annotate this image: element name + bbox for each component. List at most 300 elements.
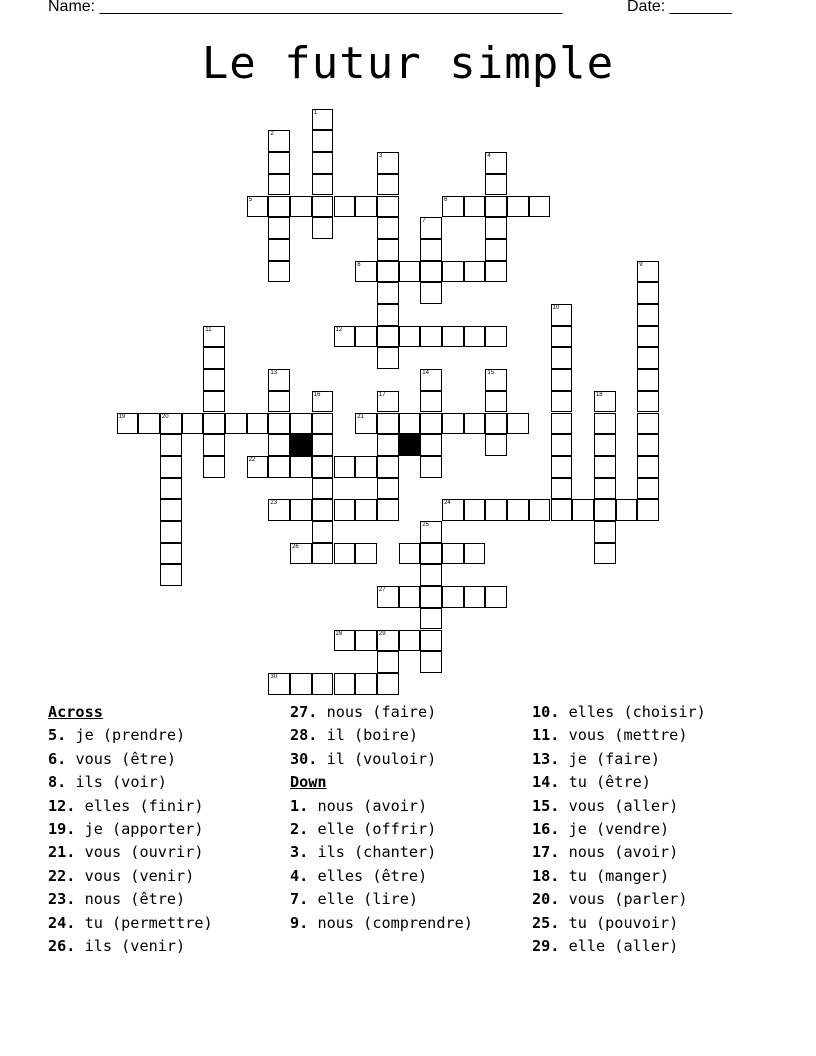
cell-number: 14	[422, 370, 429, 377]
grid-cell[interactable]	[312, 109, 334, 131]
grid-cell[interactable]	[637, 499, 659, 521]
clue-text: nous (faire)	[326, 703, 437, 721]
across-clue	[48, 912, 278, 935]
down-heading: Down	[290, 773, 327, 792]
grid-cell[interactable]	[377, 391, 399, 413]
down-clue	[532, 771, 792, 794]
grid-cell[interactable]	[268, 196, 290, 218]
grid-cell[interactable]	[420, 564, 442, 586]
clue-number: 21.	[48, 843, 76, 862]
clue-number: 3.	[290, 843, 309, 862]
clue-text: vous (mettre)	[568, 726, 688, 745]
clue-number: 30.	[290, 749, 318, 768]
cell-number: 11	[205, 326, 212, 333]
grid-cell[interactable]	[377, 304, 399, 326]
grid-cell[interactable]	[203, 456, 225, 478]
clue-number: 29.	[532, 936, 560, 955]
clue-number: 9.	[290, 913, 309, 932]
grid-cell[interactable]	[594, 543, 616, 565]
grid-cell[interactable]	[420, 608, 442, 630]
grid-cell[interactable]	[551, 478, 573, 500]
grid-cell[interactable]	[377, 326, 399, 348]
clue-number: 14.	[532, 773, 560, 792]
grid-cell[interactable]	[377, 630, 399, 652]
cell-number: 16	[313, 391, 321, 398]
clues-column-1	[48, 701, 278, 958]
grid-cell[interactable]	[637, 413, 659, 435]
cell-number: 21	[357, 413, 364, 420]
down-clue	[290, 795, 520, 818]
grid-cell[interactable]	[312, 456, 334, 478]
grid-cell[interactable]	[399, 413, 421, 435]
grid-cell[interactable]	[377, 174, 399, 196]
clue-text: nous (avoir)	[317, 796, 428, 815]
clue-number: 23.	[48, 890, 76, 909]
across-clue	[48, 888, 278, 911]
grid-cell[interactable]	[355, 543, 377, 565]
grid-cell[interactable]	[203, 391, 225, 413]
grid-cell[interactable]	[268, 499, 290, 521]
grid-cell[interactable]	[377, 586, 399, 608]
down-clue	[532, 912, 792, 935]
grid-cell[interactable]	[420, 239, 442, 261]
clue-text: elles (choisir)	[568, 703, 706, 721]
grid-cell[interactable]	[290, 543, 312, 565]
grid-cell[interactable]	[334, 326, 356, 348]
grid-cell[interactable]	[268, 456, 290, 478]
grid-cell[interactable]	[268, 239, 290, 261]
across-clue	[48, 865, 278, 888]
grid-cell[interactable]	[290, 413, 312, 435]
cell-number: 4	[487, 153, 491, 160]
across-clue	[48, 841, 278, 864]
grid-cell[interactable]	[485, 586, 507, 608]
grid-cell[interactable]	[334, 196, 356, 218]
clue-text: ils (chanter)	[317, 843, 437, 862]
cell-number: 2	[270, 131, 274, 138]
grid-cell[interactable]	[377, 413, 399, 435]
grid-cell[interactable]	[637, 304, 659, 326]
grid-cell[interactable]	[551, 326, 573, 348]
across-clue	[290, 748, 520, 771]
grid-cell[interactable]	[377, 152, 399, 174]
clue-number: 25.	[532, 913, 560, 932]
grid-cell[interactable]	[334, 499, 356, 521]
grid-cell[interactable]	[355, 196, 377, 218]
clue-number: 1.	[290, 796, 309, 815]
grid-cell[interactable]	[420, 543, 442, 565]
grid-cell[interactable]	[377, 347, 399, 369]
grid-cell[interactable]	[312, 673, 334, 695]
cell-number: 26	[292, 543, 299, 550]
cell-number: 12	[335, 326, 343, 333]
black-square	[290, 434, 312, 456]
cell-number: 19	[118, 413, 126, 420]
grid-cell[interactable]	[355, 326, 377, 348]
clue-number: 24.	[48, 913, 76, 932]
clue-number: 5.	[48, 726, 67, 745]
grid-cell[interactable]	[485, 239, 507, 261]
cell-number: 27	[378, 587, 386, 594]
grid-cell[interactable]	[355, 456, 377, 478]
cell-number: 7	[422, 218, 426, 225]
grid-cell[interactable]	[312, 217, 334, 239]
grid-cell[interactable]	[117, 413, 139, 435]
grid-cell[interactable]	[290, 196, 312, 218]
grid-cell[interactable]	[485, 174, 507, 196]
grid-cell[interactable]	[268, 391, 290, 413]
grid-cell[interactable]	[464, 326, 486, 348]
clue-text: il (boire)	[326, 726, 419, 745]
grid-cell[interactable]	[594, 391, 616, 413]
cell-number: 28	[335, 630, 343, 637]
clue-text: nous (comprendre)	[317, 913, 473, 932]
clue-number: 6.	[48, 749, 67, 768]
grid-cell[interactable]	[399, 543, 421, 565]
clue-number: 22.	[48, 866, 76, 885]
grid-cell[interactable]	[529, 196, 551, 218]
clue-number: 19.	[48, 819, 76, 838]
clue-number: 13.	[532, 749, 560, 768]
clue-text: tu (être)	[568, 773, 651, 792]
cell-number: 1	[313, 109, 318, 116]
grid-cell[interactable]	[420, 521, 442, 543]
grid-cell[interactable]	[637, 261, 659, 283]
grid-cell[interactable]	[442, 499, 464, 521]
down-clue	[532, 724, 792, 747]
grid-cell[interactable]	[637, 434, 659, 456]
grid-cell[interactable]	[160, 564, 182, 586]
across-clue	[48, 818, 278, 841]
grid-cell[interactable]	[420, 586, 442, 608]
clue-text: tu (permettre)	[84, 913, 213, 932]
grid-cell[interactable]	[355, 413, 377, 435]
grid-cell[interactable]	[507, 196, 529, 218]
grid-cell[interactable]	[464, 499, 486, 521]
grid-cell[interactable]	[442, 413, 464, 435]
grid-cell[interactable]	[312, 152, 334, 174]
grid-cell[interactable]	[420, 651, 442, 673]
grid-cell[interactable]	[485, 196, 507, 218]
grid-cell[interactable]	[637, 347, 659, 369]
grid-cell[interactable]	[312, 174, 334, 196]
grid-cell[interactable]	[399, 261, 421, 283]
grid-cell[interactable]	[485, 391, 507, 413]
grid-cell[interactable]	[268, 152, 290, 174]
grid-cell[interactable]	[420, 630, 442, 652]
grid-cell[interactable]	[637, 282, 659, 304]
grid-cell[interactable]	[420, 217, 442, 239]
clue-text: elle (aller)	[568, 936, 679, 955]
grid-cell[interactable]	[312, 413, 334, 435]
cell-number: 22	[248, 456, 256, 463]
grid-cell[interactable]	[312, 196, 334, 218]
across-clue	[48, 795, 278, 818]
grid-cell[interactable]	[637, 326, 659, 348]
down-clue	[532, 818, 792, 841]
grid-cell[interactable]	[594, 456, 616, 478]
cell-number: 17	[378, 391, 386, 398]
down-clue	[532, 701, 792, 724]
grid-cell[interactable]	[268, 434, 290, 456]
cell-number: 18	[595, 391, 603, 398]
grid-cell[interactable]	[551, 434, 573, 456]
grid-cell[interactable]	[420, 391, 442, 413]
down-clue	[532, 865, 792, 888]
grid-cell[interactable]	[377, 478, 399, 500]
date-field-label[interactable]: Date: _______	[627, 0, 732, 15]
grid-cell[interactable]	[334, 456, 356, 478]
grid-cell[interactable]	[637, 456, 659, 478]
grid-cell[interactable]	[485, 434, 507, 456]
grid-cell[interactable]	[268, 217, 290, 239]
grid-cell[interactable]	[594, 413, 616, 435]
grid-cell[interactable]	[203, 369, 225, 391]
grid-cell[interactable]	[225, 413, 247, 435]
cell-number: 20	[161, 413, 169, 420]
grid-cell[interactable]	[551, 391, 573, 413]
grid-cell[interactable]	[594, 499, 616, 521]
cell-number: 29	[378, 630, 386, 637]
clue-number: 4.	[290, 866, 309, 885]
clues-column-3	[532, 701, 792, 958]
grid-cell[interactable]	[399, 630, 421, 652]
clue-number: 2.	[290, 819, 309, 838]
cell-number: 9	[639, 261, 643, 268]
grid-cell[interactable]	[312, 521, 334, 543]
grid-cell[interactable]	[312, 130, 334, 152]
grid-cell[interactable]	[464, 543, 486, 565]
clue-number: 27.	[290, 703, 318, 721]
cell-number: 15	[487, 370, 495, 377]
grid-cell[interactable]	[485, 413, 507, 435]
grid-cell[interactable]	[442, 543, 464, 565]
clue-number: 17.	[532, 843, 560, 862]
clue-text: tu (pouvoir)	[568, 913, 679, 932]
grid-cell[interactable]	[485, 499, 507, 521]
clue-text: nous (avoir)	[568, 843, 679, 862]
clue-text: je (vendre)	[568, 819, 670, 838]
grid-cell[interactable]	[485, 369, 507, 391]
grid-cell[interactable]	[312, 391, 334, 413]
grid-cell[interactable]	[290, 673, 312, 695]
grid-cell[interactable]	[268, 413, 290, 435]
down-clue	[532, 795, 792, 818]
grid-cell[interactable]	[637, 369, 659, 391]
grid-cell[interactable]	[268, 261, 290, 283]
grid-cell[interactable]	[485, 217, 507, 239]
clue-text: il (vouloir)	[326, 749, 437, 768]
grid-cell[interactable]	[160, 413, 182, 435]
grid-cell[interactable]	[507, 413, 529, 435]
grid-cell[interactable]	[551, 304, 573, 326]
grid-cell[interactable]	[485, 152, 507, 174]
across-clue	[48, 935, 278, 958]
grid-cell[interactable]	[377, 282, 399, 304]
grid-cell[interactable]	[268, 174, 290, 196]
grid-cell[interactable]	[399, 586, 421, 608]
across-heading: Across	[48, 703, 103, 721]
grid-cell[interactable]	[377, 196, 399, 218]
cell-number: 6	[444, 196, 448, 203]
grid-cell[interactable]	[160, 499, 182, 521]
grid-cell[interactable]	[312, 499, 334, 521]
page-title: Le futur simple	[201, 38, 615, 89]
grid-cell[interactable]	[203, 326, 225, 348]
name-field-label[interactable]: Name: ____________________________________________________	[48, 0, 563, 15]
clue-text: elle (lire)	[317, 890, 419, 909]
grid-cell[interactable]	[377, 217, 399, 239]
down-clue	[290, 912, 520, 959]
grid-cell[interactable]	[182, 413, 204, 435]
across-clue	[48, 724, 278, 747]
grid-cell[interactable]	[594, 434, 616, 456]
clue-number: 15.	[532, 796, 560, 815]
cell-number: 13	[270, 370, 278, 377]
clue-text: elles (finir)	[84, 796, 204, 815]
grid-cell[interactable]	[637, 391, 659, 413]
grid-cell[interactable]	[160, 478, 182, 500]
clue-text: elles (être)	[317, 866, 428, 885]
grid-cell[interactable]	[420, 326, 442, 348]
grid-cell[interactable]	[203, 413, 225, 435]
grid-cell[interactable]	[420, 282, 442, 304]
clue-number: 7.	[290, 890, 309, 909]
down-clue	[290, 888, 520, 911]
cell-number: 8	[357, 261, 361, 268]
across-clue	[290, 701, 520, 724]
grid-cell[interactable]	[334, 543, 356, 565]
grid-cell[interactable]	[377, 261, 399, 283]
grid-cell[interactable]	[377, 651, 399, 673]
grid-cell[interactable]	[355, 499, 377, 521]
clue-text: je (faire)	[568, 749, 661, 768]
grid-cell[interactable]	[160, 521, 182, 543]
grid-cell[interactable]	[551, 369, 573, 391]
grid-cell[interactable]	[290, 499, 312, 521]
grid-cell[interactable]	[160, 456, 182, 478]
clue-text: nous (être)	[84, 890, 186, 909]
grid-cell[interactable]	[355, 630, 377, 652]
cell-number: 10	[552, 305, 560, 311]
down-clue	[290, 818, 520, 841]
clue-text: ils (venir)	[84, 936, 186, 955]
cell-number: 25	[422, 522, 429, 528]
clue-text: vous (aller)	[568, 796, 679, 815]
grid-cell[interactable]	[160, 434, 182, 456]
grid-cell[interactable]	[551, 413, 573, 435]
grid-cell[interactable]	[355, 673, 377, 695]
down-clue	[532, 841, 792, 864]
grid-cell[interactable]	[442, 261, 464, 283]
grid-cell[interactable]	[377, 434, 399, 456]
grid-cell[interactable]	[420, 456, 442, 478]
grid-cell[interactable]	[312, 478, 334, 500]
clue-text: vous (parler)	[568, 890, 688, 909]
grid-cell[interactable]	[138, 413, 160, 435]
cell-number: 30	[270, 673, 278, 680]
grid-cell[interactable]	[420, 261, 442, 283]
grid-cell[interactable]	[290, 456, 312, 478]
grid-cell[interactable]	[485, 261, 507, 283]
clue-text: je (prendre)	[75, 726, 186, 745]
grid-cell[interactable]	[399, 326, 421, 348]
grid-cell[interactable]	[572, 499, 594, 521]
grid-cell[interactable]	[268, 369, 290, 391]
black-square	[399, 434, 421, 456]
grid-cell[interactable]	[160, 543, 182, 565]
grid-cell[interactable]	[637, 478, 659, 500]
cell-number: 24	[444, 500, 451, 507]
grid-cell[interactable]	[268, 130, 290, 152]
clue-text: elle (offrir)	[317, 819, 437, 838]
grid-cell[interactable]	[377, 456, 399, 478]
grid-cell[interactable]	[464, 586, 486, 608]
down-clue	[290, 841, 520, 864]
clue-text: ils (voir)	[75, 773, 167, 792]
grid-cell[interactable]	[420, 369, 442, 391]
grid-cell[interactable]	[507, 499, 529, 521]
grid-cell[interactable]	[377, 499, 399, 521]
clue-text: vous (ouvrir)	[84, 843, 204, 862]
down-clue	[532, 888, 792, 911]
grid-cell[interactable]	[334, 673, 356, 695]
grid-cell[interactable]	[551, 499, 573, 521]
grid-cell[interactable]	[464, 261, 486, 283]
grid-cell[interactable]	[268, 673, 290, 695]
clue-text: vous (venir)	[84, 866, 195, 885]
down-clue	[532, 935, 792, 958]
grid-cell[interactable]	[247, 456, 269, 478]
down-clue	[290, 865, 520, 888]
grid-cell[interactable]	[355, 261, 377, 283]
grid-cell[interactable]	[442, 326, 464, 348]
clue-number: 20.	[532, 890, 560, 909]
grid-cell[interactable]	[334, 630, 356, 652]
across-clue	[290, 724, 520, 747]
grid-cell[interactable]	[203, 434, 225, 456]
clue-text: je (apporter)	[84, 819, 204, 838]
grid-cell[interactable]	[529, 499, 551, 521]
down-clue	[532, 748, 792, 771]
grid-cell[interactable]	[247, 196, 269, 218]
grid-cell[interactable]	[312, 543, 334, 565]
grid-cell[interactable]	[616, 499, 638, 521]
grid-cell[interactable]	[312, 434, 334, 456]
grid-cell[interactable]	[420, 434, 442, 456]
grid-cell[interactable]	[203, 347, 225, 369]
grid-cell[interactable]	[464, 196, 486, 218]
grid-cell[interactable]	[551, 347, 573, 369]
across-clue	[48, 771, 278, 794]
grid-cell[interactable]	[247, 413, 269, 435]
grid-cell[interactable]	[485, 326, 507, 348]
clue-number: 11.	[532, 726, 560, 745]
clue-number: 28.	[290, 726, 318, 745]
grid-cell[interactable]	[442, 196, 464, 218]
grid-cell[interactable]	[377, 239, 399, 261]
across-clue	[48, 748, 278, 771]
grid-cell[interactable]	[464, 413, 486, 435]
clue-number: 8.	[48, 773, 67, 792]
grid-cell[interactable]	[377, 673, 399, 695]
grid-cell[interactable]	[594, 521, 616, 543]
grid-cell[interactable]	[551, 456, 573, 478]
grid-cell[interactable]	[594, 478, 616, 500]
cell-number: 23	[270, 500, 278, 507]
grid-cell[interactable]	[420, 413, 442, 435]
grid-cell[interactable]	[442, 586, 464, 608]
